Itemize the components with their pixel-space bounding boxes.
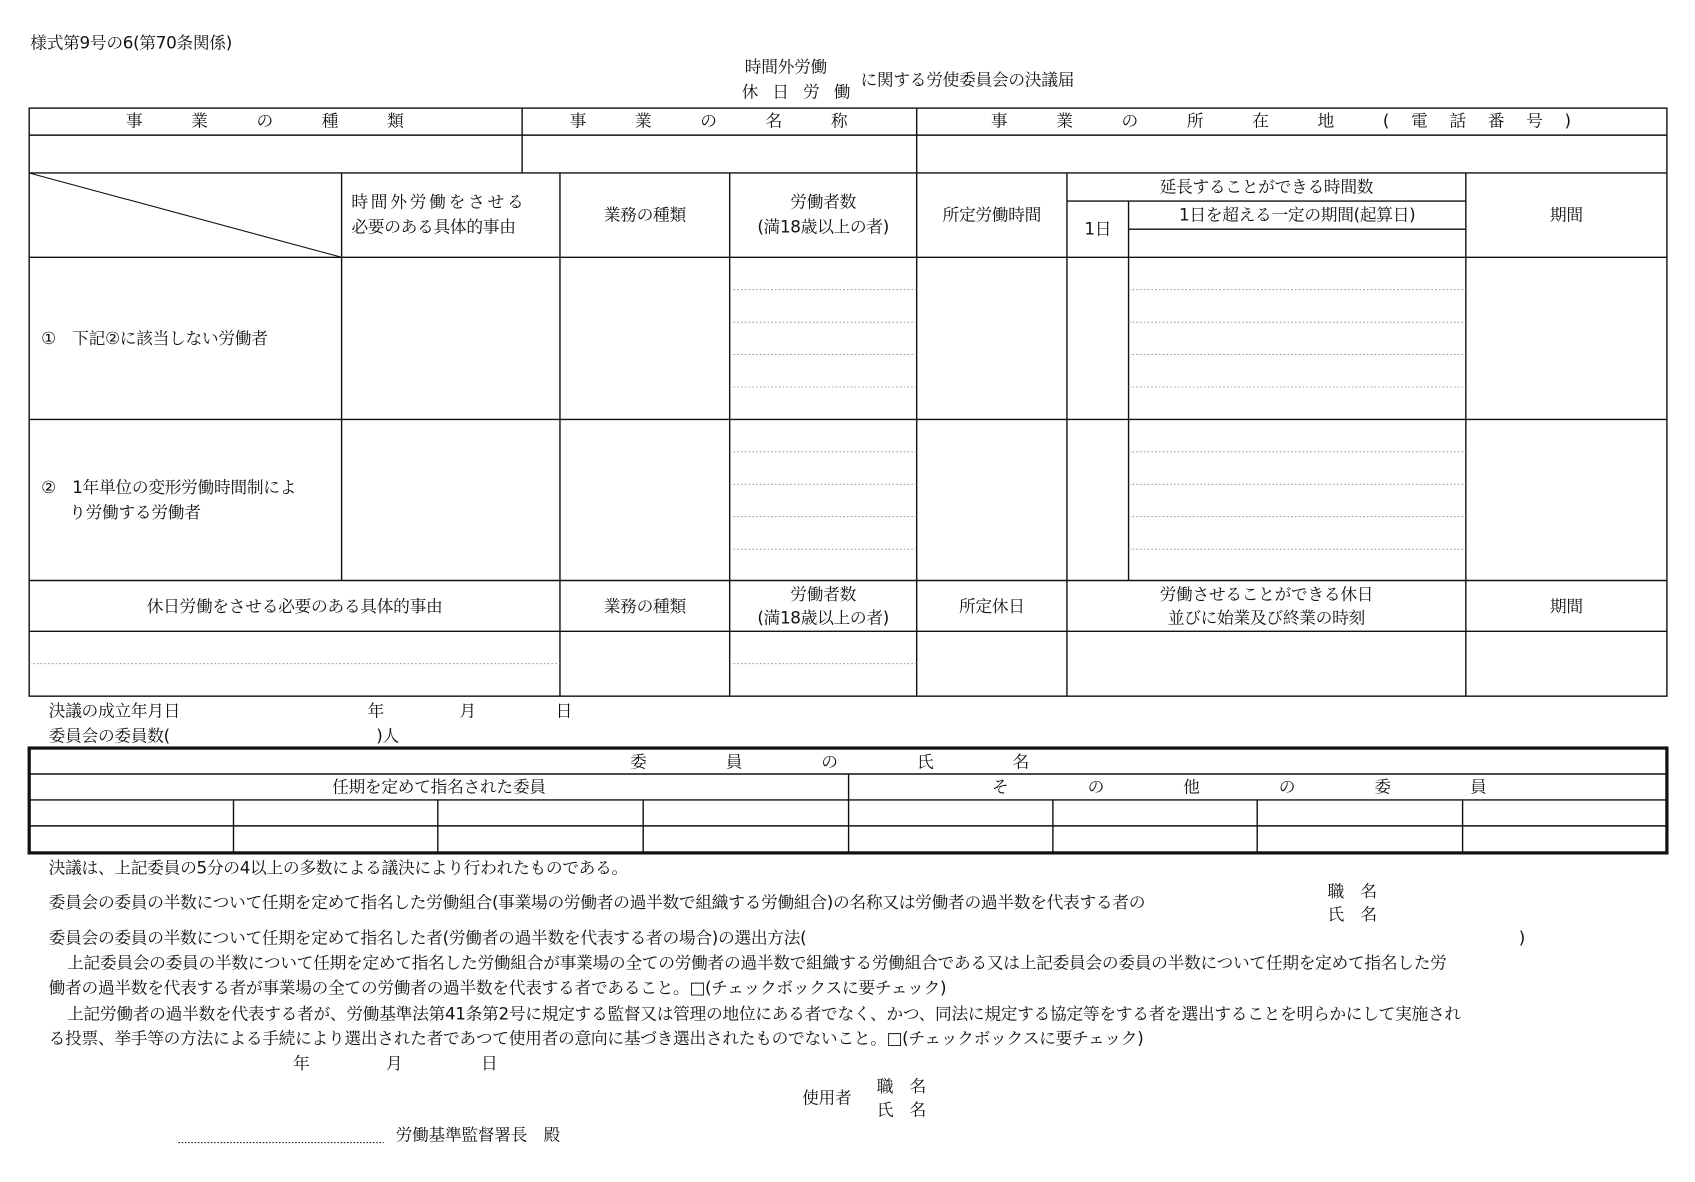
body-line-6: 上記労働者の過半数を代表する者が、労働基準法第41条第2号に規定する監督又は管理の地位にある者でなく、かつ、同法に規定する協定等をする者を選出することを明らかにして実施され bbox=[67, 1004, 1461, 1024]
members-table-title: 委 員 の 氏 名 bbox=[630, 752, 1066, 772]
header-business-name: 事 業 の 名 称 bbox=[569, 111, 870, 131]
business-type-field[interactable] bbox=[30, 136, 521, 172]
submission-year: 年 bbox=[292, 1053, 310, 1074]
header-prescribed-hours: 所定労働時間 bbox=[942, 205, 1042, 225]
title-overtime: 時間外労働 bbox=[744, 57, 827, 77]
resolution-day: 日 bbox=[555, 701, 573, 722]
header-holiday-period: 期間 bbox=[1549, 596, 1583, 617]
submission-day: 日 bbox=[481, 1053, 498, 1074]
employer-job-title-label: 職 名 bbox=[876, 1076, 926, 1097]
header-period: 期間 bbox=[1549, 205, 1583, 225]
union-job-title-label: 職 名 bbox=[1327, 882, 1377, 902]
header-overtime-reason-2: 必要のある具体的事由 bbox=[351, 217, 516, 237]
labor-office-addressee: 労働基準監督署長 殿 bbox=[395, 1125, 560, 1145]
body-line-7: る投票、挙手等の方法による手続により選出された者であつて使用者の意向に基づき選出されたものでないこと。□(チェックボックスに要チェック) bbox=[48, 1029, 1144, 1049]
employer-label: 使用者 bbox=[802, 1088, 852, 1109]
header-extendable-hours: 延長することができる時間数 bbox=[1159, 177, 1374, 197]
header-workable-holiday-1: 労働させることができる休日 bbox=[1159, 584, 1374, 605]
header-prescribed-holiday: 所定休日 bbox=[958, 596, 1025, 617]
body-line-2: 委員会の委員の半数について任期を定めて指名した労働組合(事業場の労働者の過半数で組織する労働組合)の名称又は労働者の過半数を代表する者の bbox=[48, 892, 1146, 913]
members-count-label: 委員会の委員数( bbox=[48, 726, 170, 746]
resolution-year: 年 bbox=[367, 701, 384, 722]
header-work-type: 業務の種類 bbox=[603, 205, 686, 225]
header-holiday-work-type: 業務の種類 bbox=[603, 596, 686, 617]
header-workable-holiday-2: 並びに始業及び終業の時刻 bbox=[1167, 608, 1365, 629]
header-holiday-reason: 休日労働をさせる必要のある具体的事由 bbox=[146, 596, 443, 617]
body-line-4: 上記委員会の委員の半数について任期を定めて指名した労働組合が事業場の全ての労働者の過半数で組織する労働組合である又は上記委員会の委員の半数について任期を定めて指名した労 bbox=[67, 953, 1447, 973]
row-label-variable-workers-1: ② 1年単位の変形労働時間制によ bbox=[41, 477, 297, 498]
employer-name-label: 氏 名 bbox=[876, 1100, 926, 1120]
header-business-address: 事 業 の 所 在 地 (電話番号) bbox=[990, 111, 1593, 131]
row-label-variable-workers-2: り労働する労働者 bbox=[69, 502, 201, 523]
row-label-general-workers: ① 下記②に該当しない労働者 bbox=[41, 328, 268, 349]
header-overtime-reason-1: 時間外労働をさせる bbox=[351, 192, 527, 212]
body-line-3-close: ) bbox=[1518, 928, 1526, 949]
other-members-header: そ の 他 の 委 員 bbox=[992, 777, 1524, 797]
body-line-3: 委員会の委員の半数について任期を定めて指名した者(労働者の過半数を代表する者の場合)の選出方法( bbox=[48, 928, 807, 949]
header-workers-note: (満18歳以上の者) bbox=[757, 217, 890, 237]
business-name-field[interactable] bbox=[523, 136, 915, 172]
submission-month: 月 bbox=[385, 1053, 403, 1074]
form-id: 様式第9号の6(第70条関係) bbox=[30, 33, 232, 53]
header-one-day: 1日 bbox=[1084, 219, 1112, 239]
title-suffix: に関する労使委員会の決議届 bbox=[860, 70, 1075, 90]
header-business-type: 事 業 の 種 類 bbox=[125, 111, 426, 131]
business-address-field[interactable] bbox=[918, 136, 1666, 172]
designated-members-header: 任期を定めて指名された委員 bbox=[332, 777, 546, 797]
resolution-month: 月 bbox=[459, 701, 476, 722]
header-over-one-day: 1日を超える一定の期間(起算日) bbox=[1178, 205, 1416, 225]
members-count-suffix: )人 bbox=[376, 726, 399, 746]
union-name-label: 氏 名 bbox=[1327, 904, 1377, 925]
resolution-date-label: 決議の成立年月日 bbox=[48, 701, 181, 722]
body-line-5: 働者の過半数を代表する者が事業場の全ての労働者の過半数を代表する者であること。□(チェックボックスに要チェック) bbox=[48, 978, 947, 998]
header-holiday-workers-note: (満18歳以上の者) bbox=[757, 608, 890, 629]
body-line-1: 決議は、上記委員の5分の4以上の多数による議決により行われたものである。 bbox=[48, 858, 628, 878]
header-holiday-workers: 労働者数 bbox=[790, 584, 857, 605]
header-workers: 労働者数 bbox=[790, 192, 857, 212]
title-holiday: 休 日 労 働 bbox=[741, 82, 855, 102]
